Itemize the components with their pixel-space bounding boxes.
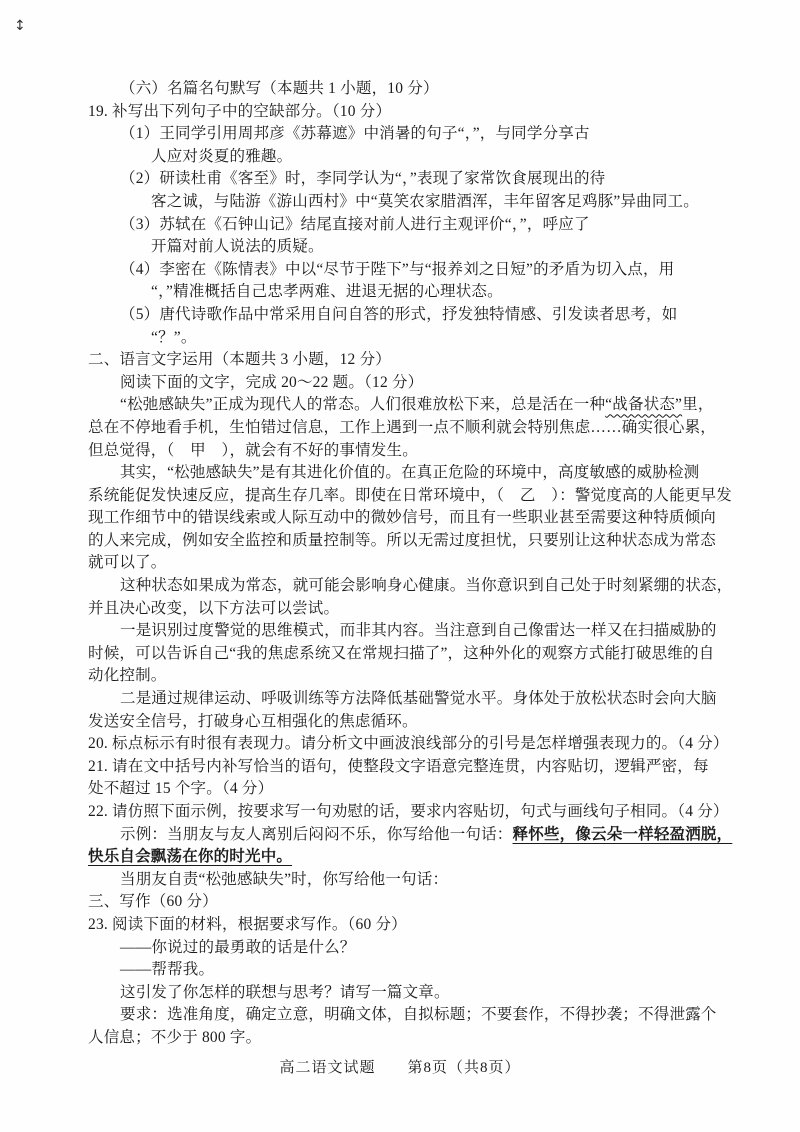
text-line — [88, 372, 750, 395]
text-line — [88, 146, 750, 169]
text-segment: 二、语言文字运用（本题共 3 小题，12 分） — [88, 351, 391, 369]
text-line — [88, 530, 750, 553]
text-line — [88, 665, 750, 688]
text-line — [88, 485, 750, 508]
text-segment: 这种状态如果成为常态，就可能会影响身心健康。当你意识到自己处于时刻紧绷的状态， — [120, 577, 733, 595]
text-line — [88, 78, 750, 101]
text-segment: 快乐自会飘荡在你的时光中。 — [88, 848, 293, 866]
text-segment: “ — [151, 328, 159, 346]
text-segment: ， — [464, 125, 473, 143]
text-line — [88, 959, 750, 982]
text-line — [88, 688, 750, 711]
text-segment: （4）李密在《陈情表》中以“尽节于陛下”与“报养刘之日短”的矛盾为切入点，用 — [120, 260, 675, 278]
text-segment: 发送安全信号，打破身心互相强化的焦虑循环。 — [88, 712, 418, 730]
text-segment: 里， — [682, 396, 714, 414]
text-segment: 20. 标点标示有时很有表现力。请分析文中画波浪线部分的引号是怎样增强表现力的。（4 分） — [88, 735, 729, 753]
text-segment: “战备状态” — [605, 396, 683, 414]
text-line — [88, 417, 750, 440]
text-line — [88, 101, 750, 124]
text-line — [88, 462, 750, 485]
document-body — [88, 78, 750, 1050]
text-segment: ——你说过的最勇敢的话是什么？ — [120, 938, 356, 956]
text-line — [88, 168, 750, 191]
text-line — [88, 575, 750, 598]
text-segment: 人应对炎夏的雅趣。 — [151, 147, 293, 165]
text-segment: （1）王同学引用周邦彦《苏幕遮》中消暑的句子“ — [120, 125, 465, 143]
text-segment: 19. 补写出下列句子中的空缺部分。（10 分） — [88, 102, 392, 120]
text-segment: 示例：当朋友与友人离别后闷闷不乐，你写给他一句话： — [120, 825, 513, 843]
text-segment: 系统能促发快速反应，提高生存几率。即使在日常环境中，（ 乙 ）：警觉度高的人能更早发 — [88, 486, 732, 504]
text-line — [88, 259, 750, 282]
text-segment: ”，呼应了 — [519, 215, 590, 233]
text-line — [88, 643, 750, 666]
text-segment: 二是通过规律运动、呼吸训练等方法降低基础警觉水平。身体处于放松状态时会向大脑 — [120, 690, 717, 708]
text-line — [88, 891, 750, 914]
page-footer: 高二语文试题 第8页（共8页） — [279, 1060, 521, 1076]
text-line — [88, 982, 750, 1005]
text-segment: “ — [151, 283, 159, 301]
text-line — [88, 349, 750, 372]
text-segment: 22. 请仿照下面示例，按要求写一句劝慰的话，要求内容贴切，句式与画线句子相同。（4 分） — [88, 803, 729, 820]
text-segment: ——帮帮我。 — [120, 961, 215, 979]
text-line — [88, 733, 750, 756]
text-segment: ？ — [158, 328, 174, 346]
text-line — [88, 1027, 750, 1050]
text-line — [88, 824, 750, 847]
text-line — [88, 214, 750, 237]
text-line — [88, 304, 750, 327]
text-segment: ”表现了家常饮食展现出的待 — [409, 170, 606, 188]
text-segment: 现工作细节中的错误线索或人际互动中的微妙信号，而且有一些职业甚至需要这种特质倾向 — [88, 509, 717, 527]
text-segment: 时候，可以告诉自己“我的焦虑系统又在常规扫描了”，这种外化的观察方式能打破思维的自 — [88, 644, 715, 662]
text-segment: ”，与同学分享古 — [472, 125, 590, 143]
text-segment: 人信息；不少于 800 字。 — [88, 1028, 262, 1046]
text-segment: （5）唐代诗歌作品中常采用自问自答的形式，抒发独特情感、引发读者思考，如 — [120, 305, 678, 323]
text-line — [88, 123, 750, 146]
text-line — [88, 1004, 750, 1027]
scan-artifact-arrow-icon: ↕ — [14, 18, 26, 34]
text-segment: ， — [158, 283, 167, 301]
text-line — [88, 756, 750, 779]
text-segment: 23. 阅读下面的材料，根据要求写作。（60 分） — [88, 915, 407, 933]
text-line — [88, 914, 750, 937]
text-segment: 动化控制。 — [88, 667, 167, 685]
text-line — [88, 620, 750, 643]
text-line — [88, 327, 750, 350]
text-segment: （3）苏轼在《石钟山记》结尾直接对前人进行主观评价“ — [120, 215, 512, 233]
text-line — [88, 801, 750, 824]
text-line — [88, 191, 750, 214]
text-line — [88, 846, 750, 869]
text-line — [88, 778, 750, 801]
text-line — [88, 440, 750, 463]
text-segment: 就可以了。 — [88, 554, 167, 572]
text-segment: 的人来完成，例如安全监控和质量控制等。所以无需过度担忧，只要别让这种状态成为常态 — [88, 531, 717, 549]
text-line — [88, 937, 750, 960]
text-segment: 这引发了你怎样的联想与思考？请写一篇文章。 — [120, 983, 450, 1001]
text-line — [88, 869, 750, 892]
text-line — [88, 236, 750, 259]
text-line — [88, 507, 750, 530]
text-segment: 但总觉得，（ 甲 ），就会有不好的事情发生。 — [88, 441, 418, 459]
text-line — [88, 552, 750, 575]
text-segment: 并且决心改变，以下方法可以尝试。 — [88, 599, 340, 617]
text-segment: ， — [511, 215, 520, 233]
text-line — [88, 711, 750, 734]
text-segment: 当朋友自责“松弛感缺失”时，你写给他一句话： — [120, 870, 449, 888]
text-line — [88, 394, 750, 417]
text-segment: ”。 — [173, 328, 197, 346]
text-segment: “松弛感缺失”正成为现代人的常态。人们很难放松下来，总是活在一种 — [120, 396, 606, 414]
text-segment: 阅读下面的文字，完成 20～22 题。（12 分） — [120, 373, 424, 391]
text-line — [88, 281, 750, 304]
text-segment: 21. 请在文中括号内补写恰当的语句，使整段文字语意完整连贯，内容贴切，逻辑严密，每 — [88, 757, 709, 775]
text-segment: 开篇对前人说法的质疑。 — [151, 238, 324, 256]
text-segment: 总在不停地看手机，生怕错过信息，工作上遇到一点不顺利就会特别焦虑……确实很心累， — [88, 418, 717, 436]
text-segment: ， — [401, 170, 410, 188]
text-segment: 一是识别过度警觉的思维模式，而非其内容。当注意到自己像雷达一样又在扫描威胁的 — [120, 622, 717, 640]
text-segment: ”精准概括自己忠孝两难、进退无据的心理状态。 — [166, 283, 503, 301]
text-segment: 要求：选准角度，确定立意，明确文体，自拟标题；不要套作，不得抄袭；不得泄露个 — [120, 1006, 717, 1024]
text-segment: （六）名篇名句默写（本题共 1 小题，10 分） — [120, 80, 439, 97]
text-segment: （2）研读杜甫《客至》时，李同学认为“ — [120, 170, 402, 188]
text-segment: 三、写作（60 分） — [88, 893, 218, 911]
text-segment: 客之诚，与陆游《游山西村》中“莫笑农家腊酒浑，丰年留客足鸡豚”异曲同工。 — [151, 192, 699, 210]
text-line — [88, 598, 750, 621]
text-segment: 释怀些，像云朵一样轻盈洒脱， — [512, 825, 733, 843]
text-segment: 处不超过 15 个字。（4 分） — [88, 780, 274, 798]
text-segment: 其实，“松弛感缺失”是有其进化价值的。在真正危险的环境中，高度敏感的威胁检测 — [120, 464, 700, 482]
